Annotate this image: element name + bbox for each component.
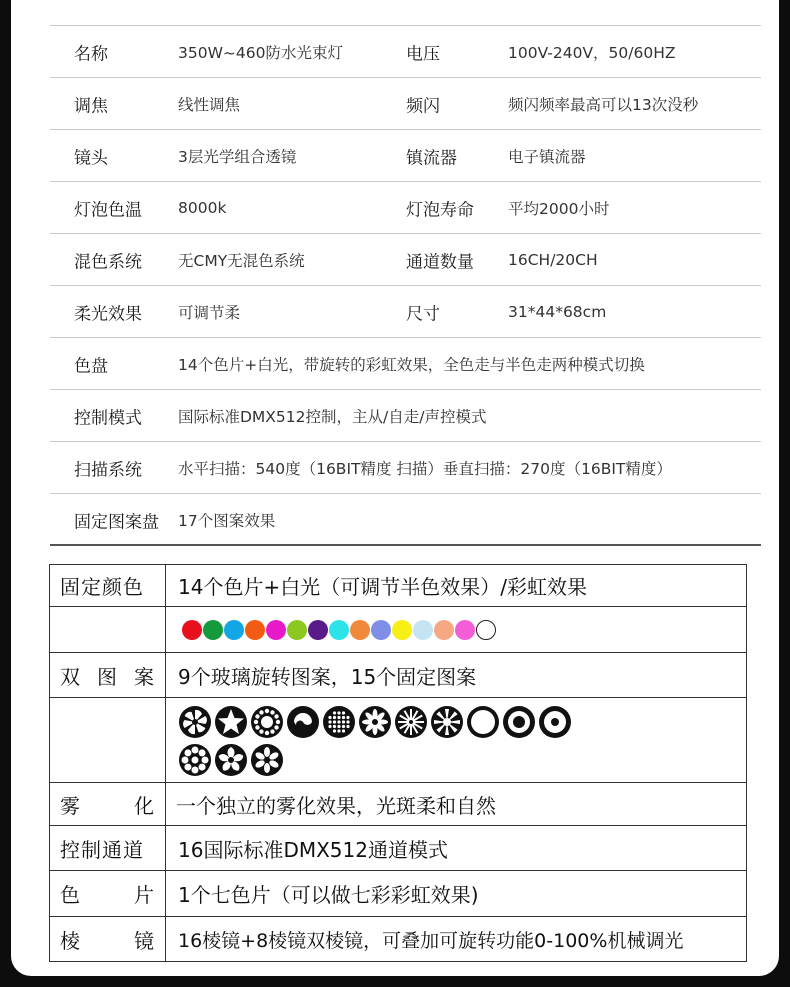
- prism-label: [50, 917, 166, 961]
- spec-value: 16CH/20CH: [508, 250, 598, 269]
- gobo-leaf-icon: [250, 743, 284, 777]
- spec-key: 混色系统: [74, 252, 142, 272]
- spec-row: [50, 234, 761, 286]
- gobo-spokes-icon: [430, 705, 464, 739]
- spec-row: [50, 130, 761, 182]
- fixed-color-value: 14个色片+白光（可调节半色效果）/彩虹效果: [178, 575, 587, 599]
- spec-key: 扫描系统: [74, 460, 142, 480]
- spec-value: 31*44*68cm: [508, 302, 607, 321]
- gobo-star-icon: [214, 705, 248, 739]
- color-swatch: [329, 620, 349, 640]
- spec-key: 控制模式: [74, 408, 142, 428]
- spec-value: 100V-240V，50/60HZ: [508, 43, 676, 62]
- spec-key: 镜头: [74, 148, 108, 168]
- gobo-open-ring-icon: [466, 705, 500, 739]
- spec-value: 14个色片+白光，带旋转的彩虹效果，全色走与半色走两种模式切换: [178, 355, 645, 374]
- spec-row: [50, 182, 761, 234]
- label-char: 镜: [134, 928, 155, 953]
- dual-gobo-value: 9个玻璃旋转图案，15个固定图案: [178, 664, 477, 689]
- color-swatch: [413, 620, 433, 640]
- table-row: [50, 783, 746, 826]
- spec-value: 平均2000小时: [508, 199, 610, 218]
- spec-key: 名称: [74, 44, 108, 64]
- prism-value: 16棱镜+8棱镜双棱镜，可叠加可旋转功能0-100%机械调光: [178, 929, 684, 952]
- label-char: 色: [60, 883, 81, 907]
- spec-key: 通道数量: [406, 252, 474, 272]
- section-divider: [50, 544, 761, 546]
- spec-row: [50, 442, 761, 494]
- channel-label: 控制通道: [50, 826, 166, 870]
- label-char: 化: [134, 793, 155, 818]
- spec-list: [50, 25, 761, 545]
- gobo-ring-dots-icon: [250, 705, 284, 739]
- spec-key: 固定图案盘: [74, 512, 159, 532]
- color-swatch: [392, 620, 412, 640]
- color-value: 1个七色片（可以做七彩彩虹效果): [178, 883, 479, 907]
- spec-key: 镇流器: [406, 148, 457, 168]
- spec-row: [50, 286, 761, 338]
- spec-key: 色盘: [74, 356, 108, 376]
- spec-value: 线性调焦: [178, 95, 241, 114]
- table-row: [50, 653, 746, 698]
- spec-row: [50, 78, 761, 130]
- fog-value: 一个独立的雾化效果，光斑柔和自然: [176, 793, 496, 818]
- table-row: [50, 826, 746, 871]
- spec-value: 3层光学组合透镜: [178, 147, 297, 166]
- color-swatch: [350, 620, 370, 640]
- color-swatch: [266, 620, 286, 640]
- feature-table: [49, 564, 747, 962]
- fixed-color-label: 固定颜色: [50, 565, 166, 606]
- color-swatch: [455, 620, 475, 640]
- spec-key: 灯泡寿命: [406, 200, 474, 220]
- label-char: 图: [97, 664, 118, 689]
- spec-key: 尺寸: [406, 304, 440, 324]
- spec-card: [11, 0, 779, 976]
- color-swatch: [434, 620, 454, 640]
- spec-value: 17个图案效果: [178, 511, 276, 530]
- spec-key: 调焦: [74, 96, 108, 116]
- label-char: 雾: [60, 793, 81, 818]
- gobo-swirl-icon: [286, 705, 320, 739]
- table-row: [50, 871, 746, 917]
- spec-value: 350W~460防水光束灯: [178, 43, 343, 62]
- gobo-circles-icon: [178, 743, 212, 777]
- spec-value: 频闪频率最高可以13次没秒: [508, 95, 699, 114]
- gobo-burst-icon: [394, 705, 428, 739]
- spec-value: 国际标准DMX512控制，主从/自走/声控模式: [178, 407, 487, 426]
- gobo-flower-icon: [358, 705, 392, 739]
- spec-value: 8000k: [178, 198, 227, 217]
- table-row: [50, 698, 746, 783]
- spec-row: [50, 26, 761, 78]
- gobo-ring-icon: [502, 705, 536, 739]
- spec-value: 电子镇流器: [508, 147, 586, 166]
- label-char: 片: [134, 883, 155, 907]
- table-row: [50, 565, 746, 607]
- color-label: [50, 871, 166, 916]
- spec-value: 无CMY无混色系统: [178, 251, 305, 270]
- spec-key: 电压: [406, 44, 440, 64]
- color-swatch: [245, 620, 265, 640]
- spec-value: 水平扫描：540度（16BIT精度 扫描）垂直扫描：270度（16BIT精度）: [178, 459, 672, 478]
- color-swatch: [287, 620, 307, 640]
- gobo-dots-icon: [322, 705, 356, 739]
- gobo-fan-icon: [178, 705, 212, 739]
- table-row: [50, 607, 746, 653]
- label-char: 案: [134, 664, 155, 689]
- spec-row: [50, 494, 761, 545]
- color-swatch: [182, 620, 202, 640]
- spec-key: 频闪: [406, 96, 440, 116]
- gobo-dot-ring-icon: [538, 705, 572, 739]
- spec-row: [50, 390, 761, 442]
- dual-gobo-label: [50, 653, 166, 697]
- empty-cell: [50, 698, 166, 782]
- spec-key: 柔光效果: [74, 304, 142, 324]
- color-swatch: [476, 620, 496, 640]
- label-char: 双: [60, 664, 81, 689]
- color-swatch: [224, 620, 244, 640]
- table-row: [50, 917, 746, 961]
- label-char: 棱: [60, 928, 81, 953]
- color-swatch: [308, 620, 328, 640]
- gobo-gallery: [166, 698, 746, 782]
- empty-cell: [50, 607, 166, 652]
- gobo-petal-icon: [214, 743, 248, 777]
- fog-label: [50, 783, 166, 825]
- color-swatch: [203, 620, 223, 640]
- spec-row: [50, 338, 761, 390]
- color-swatch-row: [166, 607, 746, 652]
- color-swatch: [371, 620, 391, 640]
- spec-key: 灯泡色温: [74, 200, 142, 220]
- channel-value: 16国际标准DMX512通道模式: [178, 837, 448, 862]
- spec-value: 可调节柔: [178, 303, 241, 322]
